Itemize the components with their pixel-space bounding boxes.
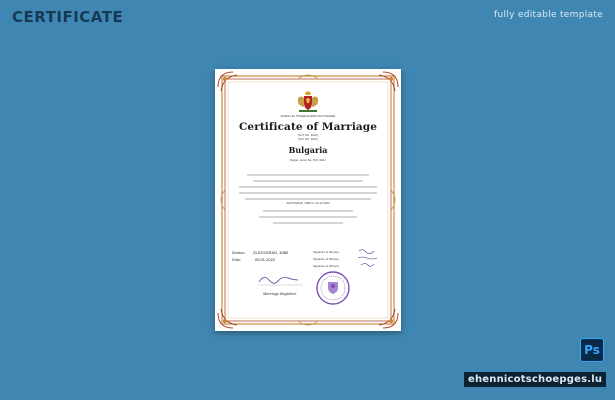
certificate-paper <box>215 69 401 331</box>
place-and-date: ZLATOGRAD, 4980 on 15-12-2022 <box>286 202 330 205</box>
page-title: CERTIFICATE <box>12 8 124 26</box>
seal-stamp-icon <box>315 270 351 306</box>
date-label: Date: <box>232 258 242 262</box>
photoshop-icon: Ps <box>580 338 604 362</box>
witness-signatures <box>355 247 385 271</box>
date-value: 05.01.2022 <box>255 257 276 262</box>
registration-number: Regist. ration No. B 07-2022 <box>290 159 326 162</box>
witness-label-3: Signature of Witness <box>313 265 339 268</box>
header-line-3: (ACT NO. 2012) <box>297 138 319 141</box>
country-name: Bulgaria <box>288 145 328 155</box>
registrar-signature <box>255 273 305 287</box>
watermark-text: ehennicotschoepges.lu <box>464 372 606 387</box>
header-line-2: (ACT NO. 2012) <box>297 134 319 137</box>
template-subtitle: fully editable template <box>494 10 603 20</box>
station-label: Station: <box>232 251 246 255</box>
header-line-1: (ЗАКОН ЗА ГРАЖДАНСКИЯ СЪСТОЯНИЕ) <box>280 115 336 118</box>
station-value: ZLATOGRAD, 4980 <box>253 250 289 255</box>
witness-label-1: Signature of Witness <box>313 251 339 254</box>
registrar-label: Marriage Registrar <box>263 292 297 296</box>
certificate-title: Certificate of Marriage <box>238 121 378 133</box>
witness-label-2: Signature of Witness <box>313 258 339 261</box>
coat-of-arms-icon <box>296 91 320 113</box>
